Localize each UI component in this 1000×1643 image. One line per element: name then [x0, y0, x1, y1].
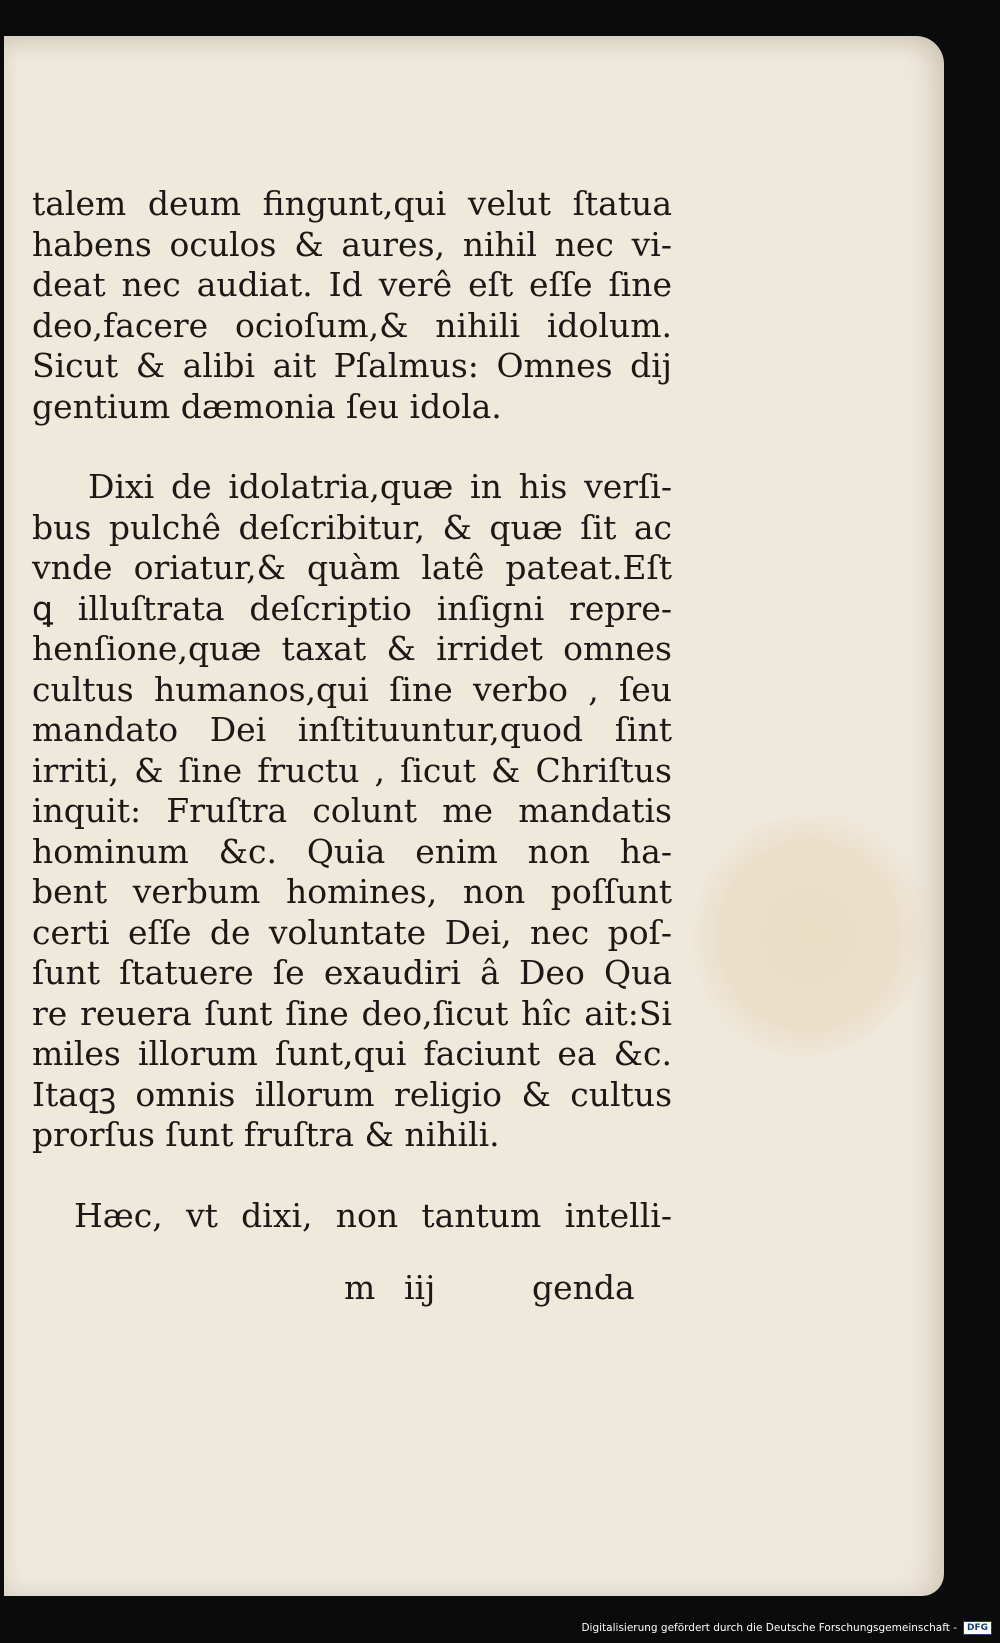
- dfg-logo: DFG: [963, 1621, 992, 1635]
- text-line: bent verbum homines, non poſſunt: [32, 872, 672, 911]
- paragraph-gap: [32, 427, 672, 467]
- text-line: Sicut & alibi ait Pſalmus: Omnes dij: [32, 346, 672, 385]
- text-line: habens oculos & aures, nihil nec vi-: [32, 224, 672, 264]
- text-line: bus pulchê deſcribitur, & quæ ſit ac: [32, 507, 672, 547]
- paragraph-3: [32, 1196, 672, 1237]
- text-line: inquit: Fruſtra colunt me mandatis: [32, 791, 672, 830]
- text-line: certi eſſe de voluntate Dei, nec poſ-: [32, 912, 672, 952]
- text-line: Dixi de idolatria,quæ in his verſi-: [88, 467, 672, 506]
- text-line: miles illorum ſunt,qui faciunt ea &c.: [32, 1034, 672, 1073]
- paragraph-2: [32, 467, 672, 1156]
- text-line: vnde oriatur,& quàm latê pateat.Eſt: [32, 548, 672, 587]
- text-line: prorſus ſunt fruſtra & nihili.: [32, 1115, 500, 1154]
- text-block: [32, 184, 672, 1236]
- text-line: ſunt ſtatuere ſe exaudiri â Deo Qua: [32, 953, 672, 992]
- text-line: cultus humanos,qui ſine verbo , ſeu: [32, 669, 672, 709]
- text-line: deo,facere ocioſum,& nihili idolum.: [32, 305, 672, 345]
- text-line: henſione,quæ taxat & irridet omnes: [32, 629, 672, 668]
- text-line: hominum &c. Quia enim non ha-: [32, 831, 672, 871]
- text-line: talem deum fingunt,qui velut ſtatua: [32, 184, 672, 223]
- text-line: deat nec audiat. Id verê eſt eſſe ſine: [32, 265, 672, 304]
- text-line: re reuera ſunt ſine deo,ſicut hîc ait:Si: [32, 993, 672, 1033]
- paragraph-gap: [32, 1156, 672, 1196]
- water-stain: [694, 816, 924, 1056]
- text-line: irriti, & ſine fructu , ſicut & Chriſtus: [32, 750, 672, 790]
- signature-mark: m: [344, 1268, 376, 1307]
- catchword: genda: [532, 1268, 635, 1307]
- text-line: ꝗ illuſtrata deſcriptio inſigni repre-: [32, 588, 672, 628]
- paragraph-1: [32, 184, 672, 427]
- signature-number: iij: [404, 1268, 436, 1307]
- text-line: Hæc, vt dixi, non tantum intelli-: [74, 1195, 672, 1235]
- book-page: [4, 36, 944, 1596]
- footer-text: Digitalisierung gefördert durch die Deutsche Forschungsgemeinschaft -: [581, 1622, 957, 1634]
- text-line: mandato Dei inſtituuntur,quod ſint: [32, 710, 672, 749]
- text-line: gentium dæmonia ſeu idola.: [32, 386, 502, 426]
- digitization-footer: [581, 1621, 992, 1635]
- text-line: Itaqꝫ omnis illorum religio & cultus: [32, 1074, 672, 1114]
